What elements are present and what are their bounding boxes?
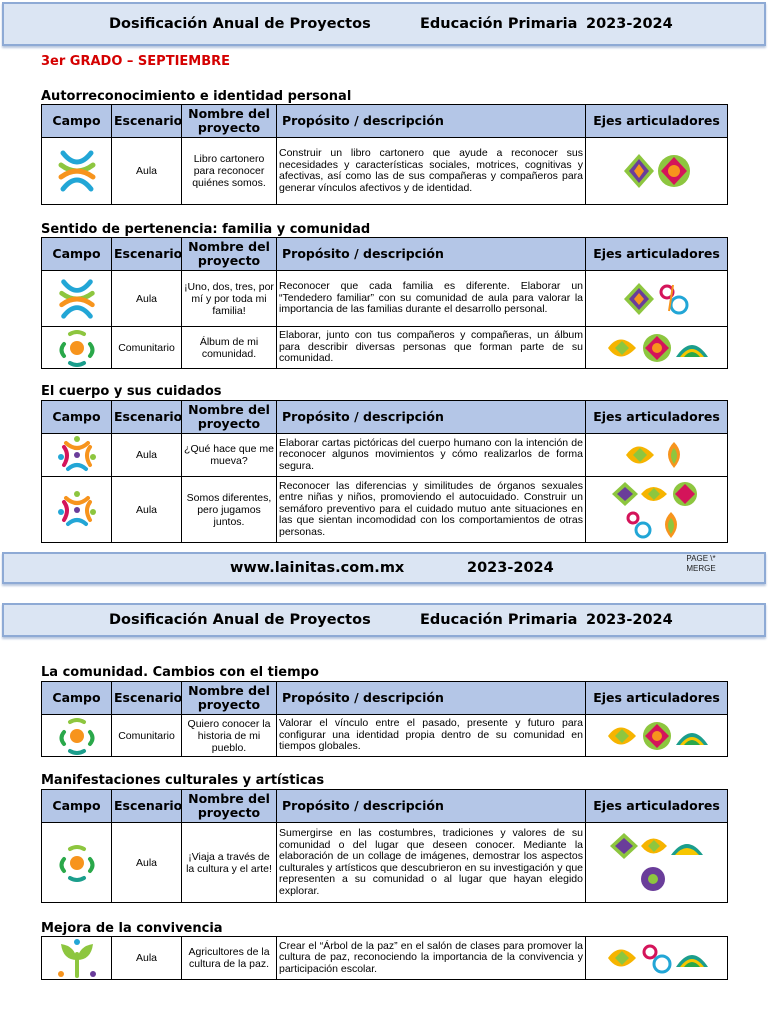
escenario-cell: Aula [112, 271, 182, 327]
section-title: Autorreconocimiento e identidad personal [41, 89, 352, 104]
nombre-cell: Somos diferentes, pero jugamos juntos. [182, 477, 277, 543]
header-cycle: 2023-2024 [586, 16, 673, 32]
header-cycle: 2023-2024 [586, 612, 673, 628]
igualdad-genero-icon [644, 946, 670, 972]
projects-table [41, 400, 728, 543]
campo-cell [42, 937, 112, 980]
nombre-cell: Libro cartonero para reconocer quiénes somos. [182, 138, 277, 205]
section-title: Manifestaciones culturales y artísticas [41, 773, 325, 788]
col-escenario: Escenario [112, 401, 182, 434]
section-title: La comunidad. Cambios con el tiempo [41, 665, 319, 680]
campo-cell [42, 434, 112, 477]
table-row [42, 823, 728, 903]
col-ejes: Ejes articuladores [586, 238, 728, 271]
campo-cell [42, 327, 112, 369]
descripcion-cell: Crear el “Árbol de la paz” en el salón de clases para promover la cultura de paz, reconociendo la importancia de la convivencia y participación escolar. [277, 937, 586, 980]
table-row [42, 138, 728, 205]
grade-month: 3er GRADO – SEPTIEMBRE [41, 54, 231, 69]
interculturalidad-icon [673, 482, 697, 506]
campo-cell [42, 138, 112, 205]
col-escenario: Escenario [112, 105, 182, 138]
col-proposito: Propósito / descripción [277, 790, 586, 823]
inclusion-arrows-icon [612, 482, 638, 506]
projects-table [41, 681, 728, 757]
ejes-cell [586, 823, 728, 903]
people-ring-icon [56, 490, 98, 530]
nombre-cell: ¿Qué hace que me mueva? [182, 434, 277, 477]
section-title: El cuerpo y sus cuidados [41, 384, 222, 399]
escenario-cell: Comunitario [112, 327, 182, 369]
pensamiento-critico-icon [608, 950, 636, 967]
descripcion-cell: Valorar el vínculo entre el pasado, presente y futuro para configurar una identidad propia dentro de su comunidad en tiempos globales. [277, 715, 586, 757]
campo-cell [42, 823, 112, 903]
campo-cell [42, 477, 112, 543]
inclusion-arrows-icon [624, 283, 654, 315]
col-escenario: Escenario [112, 790, 182, 823]
campo-cell [42, 271, 112, 327]
header-level: Educación Primaria [420, 16, 578, 32]
col-nombre: Nombre del proyecto [182, 401, 277, 434]
header-title: Dosificación Anual de Proyectos [109, 16, 371, 32]
inclusion-arrows-icon [624, 154, 654, 188]
page-header [2, 603, 766, 637]
pensamiento-critico-icon [626, 447, 654, 464]
col-campo: Campo [42, 790, 112, 823]
ejes-cell [586, 937, 728, 980]
vida-saludable-icon [676, 345, 708, 357]
projects-table [41, 237, 728, 369]
vida-saludable-icon [671, 844, 703, 855]
page-header [2, 2, 766, 46]
col-escenario: Escenario [112, 682, 182, 715]
section-title: Sentido de pertenencia: familia y comunidad [41, 222, 371, 237]
escenario-cell: Aula [112, 138, 182, 205]
col-nombre: Nombre del proyecto [182, 790, 277, 823]
escenario-cell: Aula [112, 937, 182, 980]
descripcion-cell: Elaborar, junto con tus compañeros y compañeras, un álbum para describir diversas personas que forman parte de su comunidad. [277, 327, 586, 369]
dna-figures-icon [54, 276, 100, 322]
escenario-cell: Aula [112, 434, 182, 477]
table-row [42, 434, 728, 477]
header-title: Dosificación Anual de Proyectos [109, 612, 371, 628]
col-nombre: Nombre del proyecto [182, 682, 277, 715]
descripcion-cell: Reconocer las diferencias y similitudes de órganos sexuales entre niñas y niños, promoviendo el autocuidado. Construir un semáforo preventivo para el cuidado mutuo ante situaciones en las que sientan incomodidad con los comportamientos de otras personas. [277, 477, 586, 543]
ejes-cell [586, 138, 728, 205]
projects-table [41, 789, 728, 903]
inclusion-arrows-icon [610, 833, 638, 859]
nombre-cell: Agricultores de la cultura de la paz. [182, 937, 277, 980]
ejes-cell [586, 327, 728, 369]
ejes-cell [586, 477, 728, 543]
col-ejes: Ejes articuladores [586, 401, 728, 434]
artes-icon [641, 867, 665, 891]
page-footer [2, 552, 766, 584]
col-proposito: Propósito / descripción [277, 401, 586, 434]
pensamiento-critico-icon [641, 487, 667, 501]
footer-website: www.lainitas.com.mx [230, 560, 405, 576]
nombre-cell: ¡Viaja a través de la cultura y el arte! [182, 823, 277, 903]
table-row [42, 937, 728, 980]
col-ejes: Ejes articuladores [586, 790, 728, 823]
col-ejes: Ejes articuladores [586, 105, 728, 138]
interculturalidad-icon [643, 722, 671, 750]
descripcion-cell: Sumergirse en las costumbres, tradiciones y valores de su comunidad o del lugar que deseen conocer. Mediante la elaboración de un collage de imágenes, demostrar los aspectos culturales y artísticos que descubrieron en su investigación y que representen a su comunidad o al lugar que hayan elegido explorar. [277, 823, 586, 903]
community-circle-icon [56, 328, 98, 368]
descripcion-cell: Reconocer que cada familia es diferente. Elaborar un “Tendedero familiar” con su comunidad de aula para valorar la importancia de las familias durante el desarrollo personal. [277, 271, 586, 327]
community-circle-icon [56, 716, 98, 756]
table-row [42, 271, 728, 327]
descripcion-cell: Elaborar cartas pictóricas del cuerpo humano con la intención de reconocer algunos movimientos y cómo realizarlos de forma segura. [277, 434, 586, 477]
ejes-cell [586, 271, 728, 327]
table-row [42, 477, 728, 543]
nombre-cell: Quiero conocer la historia de mi pueblo. [182, 715, 277, 757]
descripcion-cell: Construir un libro cartonero que ayude a reconocer sus necesidades y características sociales, motrices, cognitivas y afectivas, así como las de sus compañeras y compañeros para generar vínculos afectivos y de identidad. [277, 138, 586, 205]
col-campo: Campo [42, 238, 112, 271]
ejes-cell [586, 434, 728, 477]
interculturalidad-icon [643, 334, 671, 362]
projects-table [41, 936, 728, 980]
nombre-cell: Álbum de mi comunidad. [182, 327, 277, 369]
igualdad-genero-icon [628, 513, 650, 537]
plant-sprout-icon [55, 938, 99, 978]
col-nombre: Nombre del proyecto [182, 238, 277, 271]
vida-saludable-icon [665, 512, 677, 538]
pensamiento-critico-icon [608, 339, 636, 356]
table-row [42, 715, 728, 757]
col-ejes: Ejes articuladores [586, 682, 728, 715]
pensamiento-critico-icon [608, 727, 636, 744]
community-circle-icon [56, 843, 98, 883]
vida-saludable-icon [676, 733, 708, 745]
col-proposito: Propósito / descripción [277, 105, 586, 138]
nombre-cell: ¡Uno, dos, tres, por mí y por toda mi familia! [182, 271, 277, 327]
pensamiento-critico-icon [641, 838, 667, 853]
escenario-cell: Comunitario [112, 715, 182, 757]
col-nombre: Nombre del proyecto [182, 105, 277, 138]
projects-table [41, 104, 728, 205]
people-ring-icon [56, 435, 98, 475]
interculturalidad-icon [658, 155, 690, 187]
page-field: PAGE \* MERGE [686, 554, 716, 573]
campo-cell [42, 715, 112, 757]
escenario-cell: Aula [112, 823, 182, 903]
col-proposito: Propósito / descripción [277, 238, 586, 271]
col-campo: Campo [42, 401, 112, 434]
ejes-cell [586, 715, 728, 757]
footer-cycle: 2023-2024 [467, 560, 554, 576]
igualdad-genero-icon [661, 285, 687, 313]
col-proposito: Propósito / descripción [277, 682, 586, 715]
escenario-cell: Aula [112, 477, 182, 543]
col-escenario: Escenario [112, 238, 182, 271]
header-level: Educación Primaria [420, 612, 578, 628]
vida-saludable-icon [668, 442, 680, 468]
vida-saludable-icon [676, 955, 708, 967]
table-row [42, 327, 728, 369]
dna-figures-icon [53, 147, 101, 195]
col-campo: Campo [42, 105, 112, 138]
section-title: Mejora de la convivencia [41, 921, 223, 936]
col-campo: Campo [42, 682, 112, 715]
